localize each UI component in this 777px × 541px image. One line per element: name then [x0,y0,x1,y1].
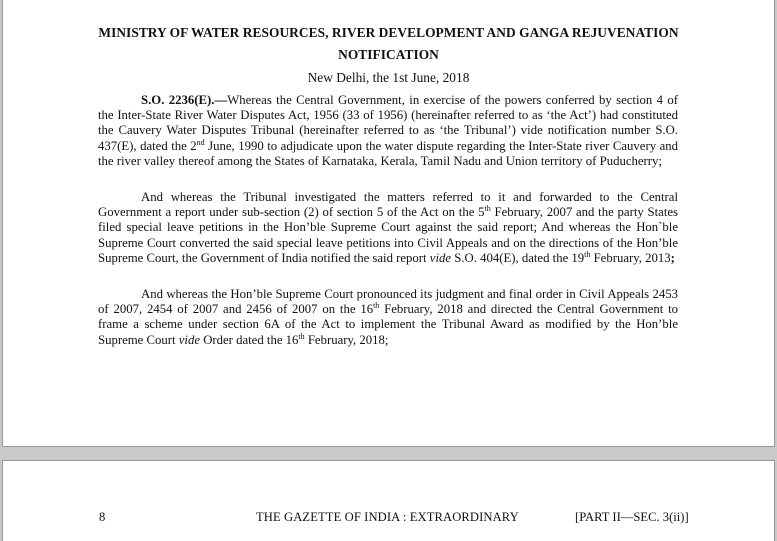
superscript: th [484,204,491,214]
ministry-heading: MINISTRY OF WATER RESOURCES, RIVER DEVELOPMENT AND GANGA REJUVENATION [98,25,679,40]
paragraph-2 [98,190,678,266]
paragraph-1-text-a: Whereas the Central Government, in exercise of the powers conferred by section 4 of the Inter-State River Water Disputes Act, 1956 (33 of 1956) (hereinafter referred to as ‘the Act’) had constituted the Cauvery Water Disputes Tribunal (hereinafter referred to as ‘the Tribunal’) vide notification number S.O. 437(E), dated the 2 [98,93,678,153]
superscript: th [584,249,591,259]
gazette-title: THE GAZETTE OF INDIA : EXTRAORDINARY [256,510,519,524]
superscript: th [298,331,305,341]
bold-semicolon: ; [670,250,675,265]
paragraph-2-text-c: S.O. 404(E), dated the 19 [451,250,585,265]
paragraph-3-text-c: Order dated the 16 [200,332,299,347]
paragraph-3-text-d: February, 2018; [304,332,389,347]
paragraph-3-text-a: And whereas the Hon’ble Supreme Court pronounced its judgment and final order in Civil Appeals 2453 of 2007, 2454 of 2007 and 2456 of 2007 on the 16 [98,287,678,317]
superscript: nd [196,137,205,147]
document-page-bottom [3,461,774,541]
page-number: 8 [99,510,106,524]
paragraph-2-text-d: February, 2013 [590,250,671,265]
paragraph-1 [98,93,678,169]
dateline: New Delhi, the 1st June, 2018 [307,70,470,85]
document-page-top [3,0,774,446]
paragraph-3-text-b: February, 2018 and directed the Central Government to frame a scheme under section 6A of the Act to implement the Tribunal Award as modified by the Hon’ble Supreme Court [98,302,678,347]
italic-vide: vide [178,332,200,347]
paragraph-1-text-b: June, 1990 to adjudicate upon the water dispute regarding the Inter-State river Cauvery and the river valley thereof among the States of Karnataka, Kerala, Tamil Nadu and Union territory of Puducherry; [98,138,678,168]
so-number: S.O. 2236(E). [141,93,215,107]
em-dash: — [214,93,228,107]
italic-vide: vide [429,250,452,265]
superscript: th [373,301,380,311]
paragraph-2-text-b: February, 2007 and the party States filed special leave petitions in the Hon’ble Supreme Court against the said report; And whereas the Hon`ble Supreme Court converted the said special leave petitions into Civil Appeals and on the directions of the Hon’ble Supreme Court, the Government of India notified the said report [98,205,678,265]
part-section: [PART II—SEC. 3(ii)] [575,510,689,524]
notification-heading: NOTIFICATION [338,47,439,62]
paragraph-2-text-a: And whereas the Tribunal investigated the matters referred to it and forwarded to the Central Government a report under sub-section (2) of section 5 of the Act on the 5 [98,190,678,220]
paragraph-3 [98,287,678,348]
